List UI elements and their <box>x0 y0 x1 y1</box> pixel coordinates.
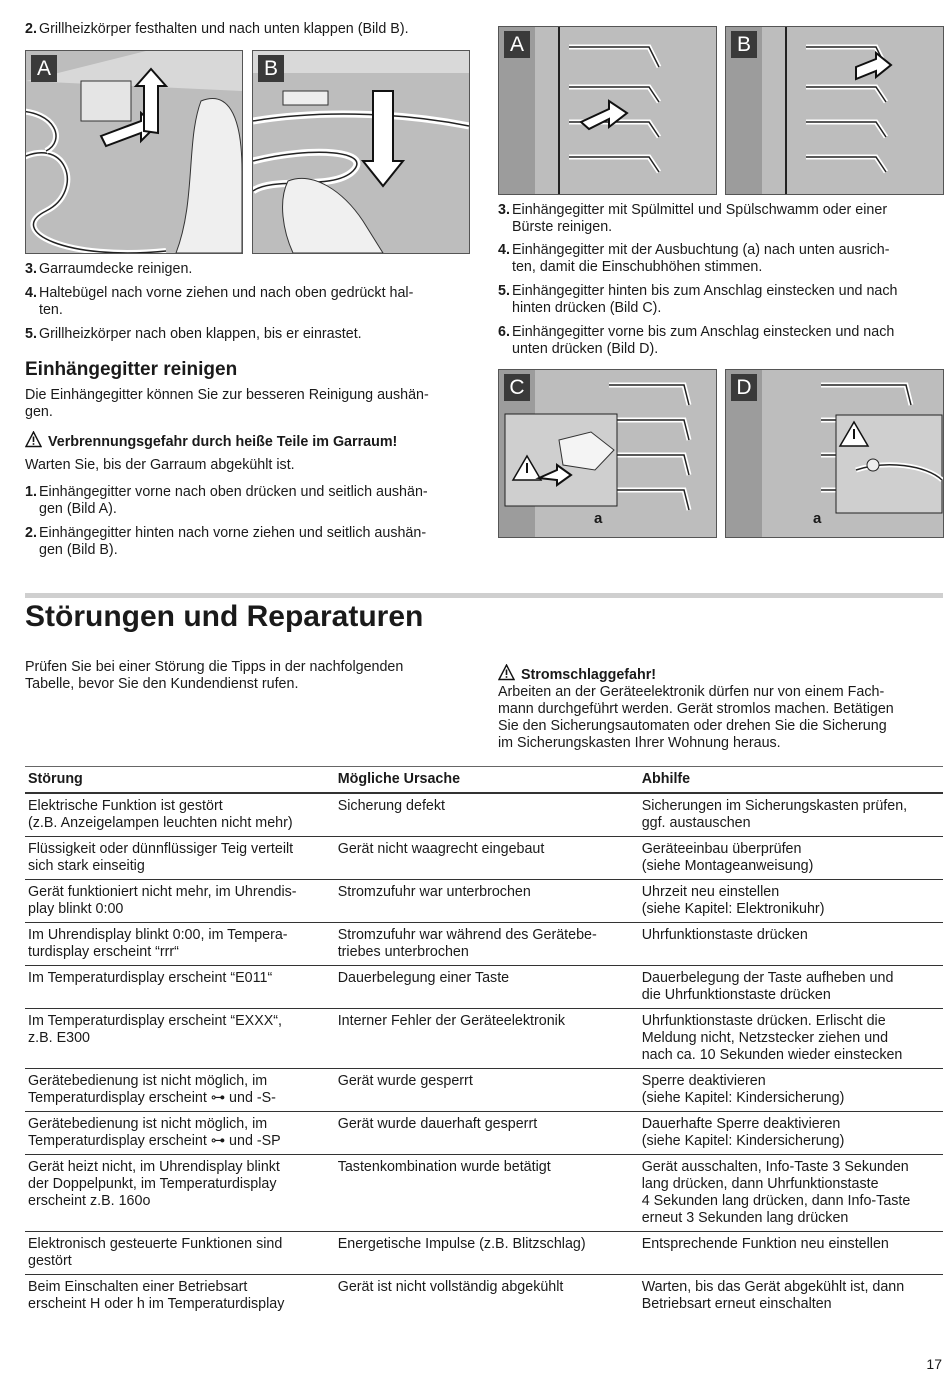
burn-warning-text: Warten Sie, bis der Garraum abgekühlt ist. <box>25 457 295 473</box>
figure-label: A <box>31 55 57 82</box>
table-cell: Sicherungen im Sicherungskasten prüfen, ggf. austauschen <box>639 793 943 837</box>
grill-illustration <box>26 51 242 253</box>
rack-illustration <box>499 370 716 537</box>
column-header: Mögliche Ursache <box>335 767 639 794</box>
table-cell: Gerätebedienung ist nicht möglich, im Temperaturdisplay erscheint ⊶ und -SP <box>25 1112 335 1155</box>
table-cell: Tastenkombination wurde betätigt <box>335 1155 639 1232</box>
table-cell: Gerät ausschalten, Info-Taste 3 Sekunden lang drücken, dann Uhrfunktionstaste 4 Sekunden lang drücken, dann Info-Taste erneut 3 Sekunden lang drücken <box>639 1155 943 1232</box>
figure-label: B <box>731 31 757 58</box>
figure-label: A <box>504 31 530 58</box>
section-divider <box>25 593 943 598</box>
grill-illustration <box>253 51 469 253</box>
step-6-right: 6. Einhängegitter vorne bis zum Anschlag einstecken und nach unten drücken (Bild D). <box>498 324 895 357</box>
step-3-right: 3. Einhängegitter mit Spülmittel und Spülschwamm oder einer Bürste reinigen. <box>498 202 888 235</box>
table-row <box>25 880 943 923</box>
step-5-left: 5. Grillheizkörper nach oben klappen, bis er einrastet. <box>25 326 362 342</box>
shock-warning-title: Stromschlaggefahr! <box>498 664 656 684</box>
page-number: 17 <box>926 1356 942 1372</box>
table-header-row <box>25 767 943 794</box>
figure-rack-a <box>498 26 717 195</box>
rack-step-1: 1. Einhängegitter vorne nach oben drücken und seitlich aushän- gen (Bild A). <box>25 484 428 517</box>
table-cell: Dauerhafte Sperre deaktivieren (siehe Kapitel: Kindersicherung) <box>639 1112 943 1155</box>
step-5-right: 5. Einhängegitter hinten bis zum Anschlag einstecken und nach hinten drücken (Bild C). <box>498 283 898 316</box>
table-cell: Gerät wurde dauerhaft gesperrt <box>335 1112 639 1155</box>
section-heading-racks: Einhängegitter reinigen <box>25 359 238 380</box>
step-4-right: 4. Einhängegitter mit der Ausbuchtung (a) nach unten ausrich- ten, damit die Einschubhöhen stimmen. <box>498 242 890 275</box>
warning-icon <box>25 431 42 448</box>
column-header: Störung <box>25 767 335 794</box>
table-cell: Uhrfunktionstaste drücken <box>639 923 943 966</box>
table-cell: Sperre deaktivieren (siehe Kapitel: Kindersicherung) <box>639 1069 943 1112</box>
table-row <box>25 1009 943 1069</box>
figure-grill-b <box>252 50 470 254</box>
table-cell: Dauerbelegung der Taste aufheben und die Uhrfunktionstaste drücken <box>639 966 943 1009</box>
figure-rack-c <box>498 369 717 538</box>
callout-a: a <box>813 510 822 527</box>
burn-warning-title: Verbrennungsgefahr durch heiße Teile im Garraum! <box>25 431 397 451</box>
troubleshooting-table <box>25 766 943 1317</box>
table-cell: Stromzufuhr war unterbrochen <box>335 880 639 923</box>
table-row <box>25 1069 943 1112</box>
table-cell: Warten, bis das Gerät abgekühlt ist, dann Betriebsart erneut einschalten <box>641 1279 905 1312</box>
rack-illustration <box>726 27 943 194</box>
table-row <box>25 966 943 1009</box>
table-cell: Uhrzeit neu einstellen (siehe Kapitel: Elektronikuhr) <box>639 880 943 923</box>
rack-illustration <box>499 27 716 194</box>
table-row <box>25 837 943 880</box>
shock-warning-text: Arbeiten an der Geräteelektronik dürfen nur von einem Fach- mann durchgeführt werden. Gerät stromlos machen. Betätigen Sie den Sicherungsautomaten oder drehen Sie die Sicherung im Sicherungskasten Ihrer Wohnung heraus. <box>498 684 894 751</box>
table-cell: Gerät heizt nicht, im Uhrendisplay blinkt der Doppelpunkt, im Temperaturdisplay erscheint z.B. 160o <box>25 1155 335 1232</box>
table-cell: Gerät nicht waagrecht eingebaut <box>335 837 639 880</box>
table-cell: Beim Einschalten einer Betriebsart erscheint H oder h im Temperaturdisplay <box>28 1279 285 1312</box>
table-row <box>25 793 943 837</box>
step-4-left: 4. Haltebügel nach vorne ziehen und nach oben gedrückt hal- ten. <box>25 285 414 318</box>
figure-grill-a <box>25 50 243 254</box>
table-cell: Stromzufuhr war während des Gerätebe- triebes unterbrochen <box>335 923 639 966</box>
figure-label: D <box>731 374 757 401</box>
table-cell: Uhrfunktionstaste drücken. Erlischt die Meldung nicht, Netzstecker ziehen und nach ca. 10 Sekunden wieder einstecken <box>639 1009 943 1069</box>
figure-rack-b <box>725 26 944 195</box>
page-title: Störungen und Reparaturen <box>25 600 424 633</box>
column-header: Abhilfe <box>639 767 943 794</box>
table-cell: Elektrische Funktion ist gestört (z.B. Anzeigelampen leuchten nicht mehr) <box>25 793 335 837</box>
faults-intro: Prüfen Sie bei einer Störung die Tipps in der nachfolgenden Tabelle, bevor Sie den Kundendienst rufen. <box>25 659 404 692</box>
figure-label: B <box>258 55 284 82</box>
table-cell: Flüssigkeit oder dünnflüssiger Teig verteilt sich stark einseitig <box>25 837 335 880</box>
rack-illustration <box>726 370 943 537</box>
table-cell: Gerät funktioniert nicht mehr, im Uhrendis- play blinkt 0:00 <box>25 880 335 923</box>
rack-intro: Die Einhängegitter können Sie zur besseren Reinigung aushän- gen. <box>25 387 429 420</box>
table-cell: Interner Fehler der Geräteelektronik <box>335 1009 639 1069</box>
table-cell: Energetische Impulse (z.B. Blitzschlag) <box>335 1232 639 1275</box>
table-row <box>25 923 943 966</box>
table-cell: Gerät wurde gesperrt <box>335 1069 639 1112</box>
table-cell: Geräteeinbau überprüfen (siehe Montageanweisung) <box>639 837 943 880</box>
table-cell: Entsprechende Funktion neu einstellen <box>639 1232 943 1275</box>
table-row <box>25 1112 943 1155</box>
step-text: Grillheizkörper festhalten und nach unten klappen (Bild B). <box>39 21 409 37</box>
table-row <box>25 1155 943 1232</box>
step-2-grill <box>25 21 409 38</box>
table-cell: Im Temperaturdisplay erscheint “EXXX“, z.B. E300 <box>25 1009 335 1069</box>
step-3-left: 3. Garraumdecke reinigen. <box>25 261 193 277</box>
callout-a: a <box>594 510 603 527</box>
rack-step-2: 2. Einhängegitter hinten nach vorne ziehen und seitlich aushän- gen (Bild B). <box>25 525 427 558</box>
table-cell: Elektronisch gesteuerte Funktionen sind gestört <box>25 1232 335 1275</box>
table-row <box>25 1232 943 1275</box>
table-cell: Sicherung defekt <box>335 793 639 837</box>
table-cell: Gerätebedienung ist nicht möglich, im Temperaturdisplay erscheint ⊶ und -S- <box>25 1069 335 1112</box>
table-cell: Dauerbelegung einer Taste <box>335 966 639 1009</box>
figure-label: C <box>504 374 530 401</box>
table-cell: Gerät ist nicht vollständig abgekühlt <box>337 1279 564 1295</box>
figure-rack-d <box>725 369 944 538</box>
table-cell: Im Uhrendisplay blinkt 0:00, im Tempera- turdisplay erscheint “rrr“ <box>25 923 335 966</box>
table-row <box>25 1275 943 1318</box>
warning-icon <box>498 664 515 681</box>
step-number: 2. <box>25 21 37 37</box>
table-cell: Im Temperaturdisplay erscheint “E011“ <box>25 966 335 1009</box>
